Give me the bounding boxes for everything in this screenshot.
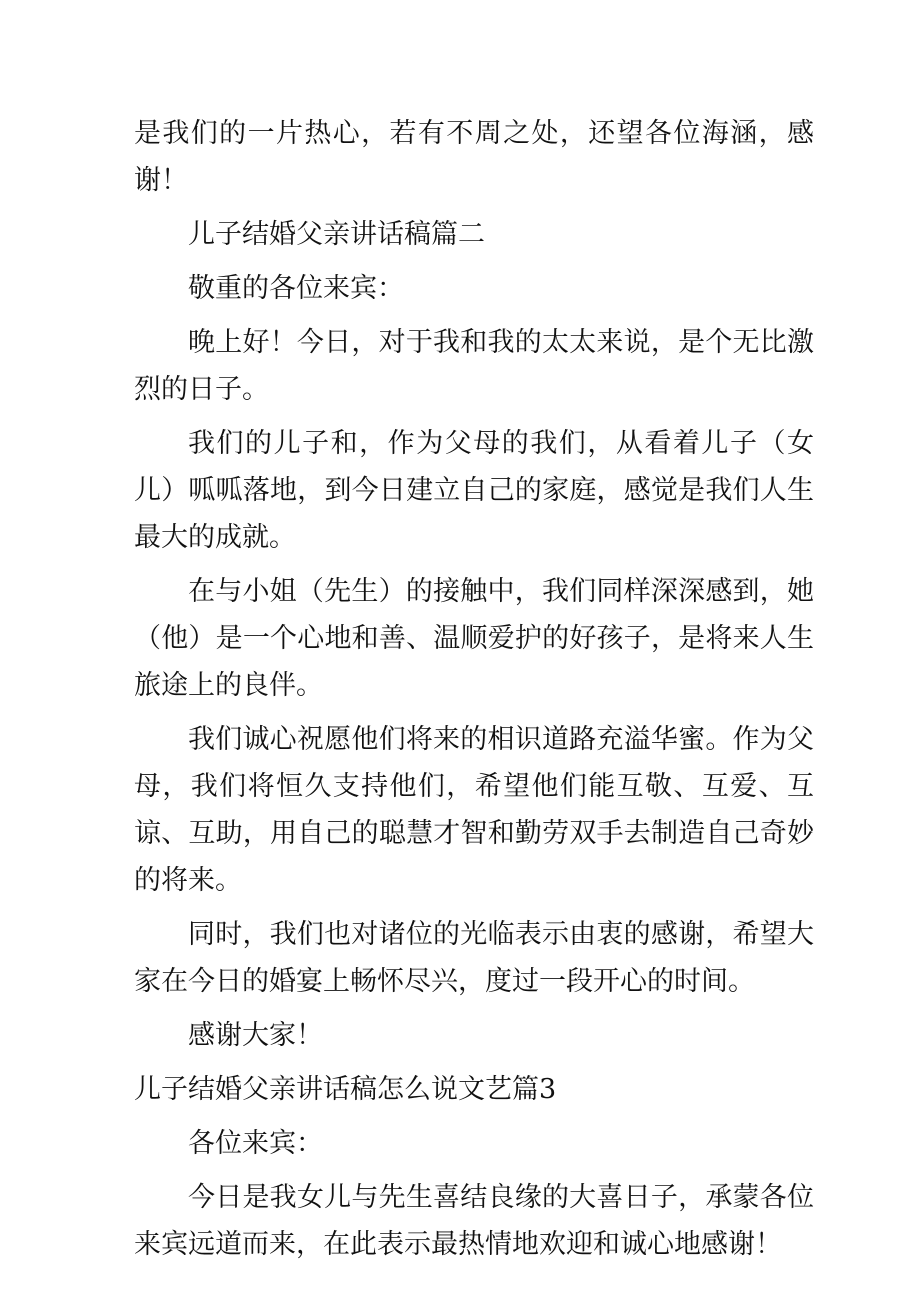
paragraph-closing: 感谢大家！ xyxy=(188,1020,323,1051)
paragraph-wishes: 我们诚心祝愿他们将来的相识道路充溢华蜜。作为父母，我们将恒久支持他们，希望他们能互敬、互爱、互谅、互助，用自己的聪慧才智和勤劳双手去制造自己奇妙的将来。 xyxy=(134,724,814,896)
document-body xyxy=(134,110,814,1275)
section-title-part-three: 儿子结婚父亲讲话稿怎么说文艺篇3 xyxy=(134,1074,557,1105)
section-title-part-two: 儿子结婚父亲讲话稿篇二 xyxy=(188,219,485,250)
paragraph-partner: 在与小姐（先生）的接触中，我们同样深深感到，她（他）是一个心地和善、温顺爱护的好孩子，是将来人生旅途上的良伴。 xyxy=(134,576,814,701)
paragraph-son: 我们的儿子和，作为父母的我们，从看着儿子（女儿）呱呱落地，到今日建立自己的家庭，感觉是我们人生最大的成就。 xyxy=(134,428,814,553)
salutation: 敬重的各位来宾： xyxy=(188,273,404,304)
paragraph-greeting: 晚上好！今日，对于我和我的太太来说，是个无比激烈的日子。 xyxy=(134,327,814,405)
paragraph-continuation: 是我们的一片热心，若有不周之处，还望各位海涵，感谢！ xyxy=(134,118,814,196)
paragraph-thanks-guests: 同时，我们也对诸位的光临表示由衷的感谢，希望大家在今日的婚宴上畅怀尽兴，度过一段开心的时间。 xyxy=(134,919,814,997)
salutation-part-three: 各位来宾： xyxy=(188,1128,323,1159)
paragraph-welcome: 今日是我女儿与先生喜结良缘的大喜日子，承蒙各位来宾远道而来，在此表示最热情地欢迎和诚心地感谢！ xyxy=(134,1182,814,1260)
